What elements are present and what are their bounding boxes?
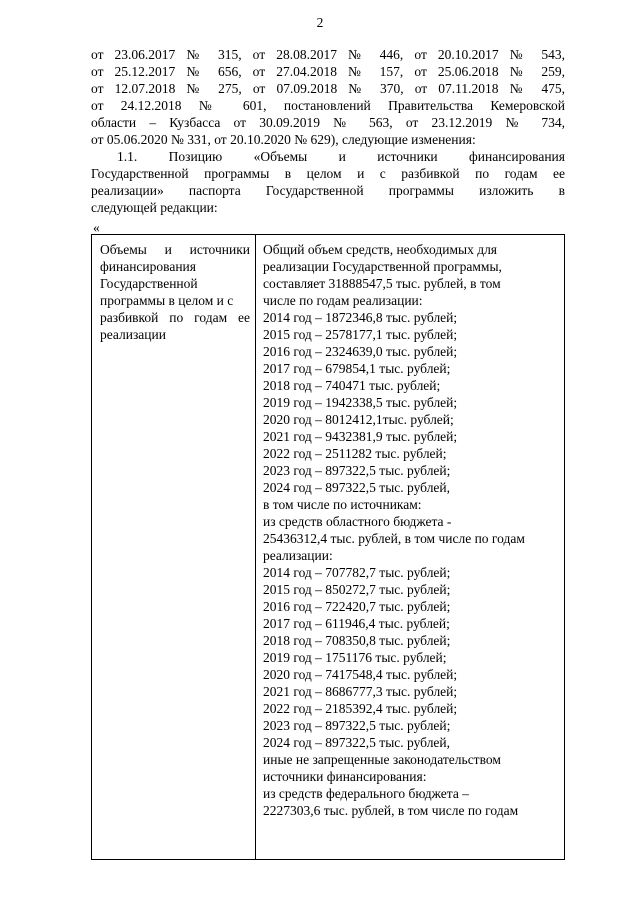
table-label-line: Объемы и источники (100, 242, 250, 257)
table-value-line: реализации Государственной программы, (263, 259, 502, 274)
table-value-line: 2014 год – 1872346,8 тыс. рублей; (263, 310, 458, 325)
table-value-line: источники финансирования: (263, 769, 427, 784)
table-value-line: 2016 год – 2324639,0 тыс. рублей; (263, 344, 458, 359)
table-value-line: 2017 год – 679854,1 тыс. рублей; (263, 361, 451, 376)
table-column-divider (255, 235, 256, 859)
table-value-line: 2019 год – 1942338,5 тыс. рублей; (263, 395, 458, 410)
table-value-line: 2018 год – 740471 тыс. рублей; (263, 378, 441, 393)
table-value-line: из средств областного бюджета - (263, 514, 452, 529)
table-value-line: в том числе по источникам: (263, 497, 422, 512)
table-value-line: 2023 год – 897322,5 тыс. рублей; (263, 463, 451, 478)
table-value-line: 2019 год – 1751176 тыс. рублей; (263, 650, 447, 665)
table-value-line: Общий объем средств, необходимых для (263, 242, 498, 257)
item-1-1-paragraph (91, 148, 565, 216)
table-value-line: 2021 год – 9432381,9 тыс. рублей; (263, 429, 458, 444)
table-cell-value (263, 241, 559, 819)
table-value-line: составляет 31888547,5 тыс. рублей, в том (263, 276, 501, 291)
open-quote-mark: « (93, 220, 100, 235)
table-label-line: финансирования (100, 259, 196, 274)
table-value-line: 2024 год – 897322,5 тыс. рублей, (263, 735, 451, 750)
table-value-line: 2016 год – 722420,7 тыс. рублей; (263, 599, 451, 614)
table-cell-label (100, 241, 250, 343)
passport-table (91, 234, 565, 860)
table-value-line: числе по годам реализации: (263, 293, 423, 308)
table-value-line: 2020 год – 7417548,4 тыс. рублей; (263, 667, 458, 682)
table-value-line: 2227303,6 тыс. рублей, в том числе по годам (263, 803, 519, 818)
intro-line: от 24.12.2018 № 601, постановлений Правительства Кемеровской (91, 98, 565, 113)
table-value-line: 2021 год – 8686777,3 тыс. рублей; (263, 684, 458, 699)
item-line: реализации» паспорта Государственной программы изложить в (91, 183, 565, 198)
intro-paragraph (91, 46, 565, 148)
page-number: 2 (316, 15, 324, 30)
table-value-line: 2022 год – 2511282 тыс. рублей; (263, 446, 447, 461)
table-value-line: реализации: (263, 548, 333, 563)
table-value-line: 2020 год – 8012412,1тыс. рублей; (263, 412, 454, 427)
intro-line: области – Кузбасса от 30.09.2019 № 563, от 23.12.2019 № 734, (91, 115, 565, 130)
table-value-line: 2018 год – 708350,8 тыс. рублей; (263, 633, 451, 648)
table-value-line: 2017 год – 611946,4 тыс. рублей; (263, 616, 450, 631)
intro-line: от 25.12.2017 № 656, от 27.04.2018 № 157, от 25.06.2018 № 259, (91, 64, 565, 79)
table-label-line: реализации (100, 327, 166, 342)
table-value-line: 2022 год – 2185392,4 тыс. рублей; (263, 701, 458, 716)
intro-line: от 12.07.2018 № 275, от 07.09.2018 № 370, от 07.11.2018 № 475, (91, 81, 565, 96)
intro-line: от 23.06.2017 № 315, от 28.08.2017 № 446, от 20.10.2017 № 543, (91, 47, 565, 62)
table-value-line: 2023 год – 897322,5 тыс. рублей; (263, 718, 451, 733)
item-line: следующей редакции: (91, 200, 218, 215)
table-label-line: Государственной (100, 276, 198, 291)
table-value-line: из средств федерального бюджета – (263, 786, 469, 801)
table-value-line: иные не запрещенные законодательством (263, 752, 501, 767)
table-label-line: разбивкой по годам ее (100, 310, 250, 325)
body-text (91, 46, 565, 216)
table-label-line: программы в целом и с (100, 293, 234, 308)
item-line: Государственной программы в целом и с разбивкой по годам ее (91, 166, 565, 181)
table-value-line: 2024 год – 897322,5 тыс. рублей, (263, 480, 451, 495)
table-value-line: 2015 год – 850272,7 тыс. рублей; (263, 582, 451, 597)
intro-line: от 05.06.2020 № 331, от 20.10.2020 № 629), следующие изменения: (91, 132, 476, 147)
table-value-line: 2015 год – 2578177,1 тыс. рублей; (263, 327, 458, 342)
item-line: 1.1. Позицию «Объемы и источники финансирования (117, 149, 565, 164)
table-value-line: 2014 год – 707782,7 тыс. рублей; (263, 565, 451, 580)
table-value-line: 25436312,4 тыс. рублей, в том числе по годам (263, 531, 525, 546)
